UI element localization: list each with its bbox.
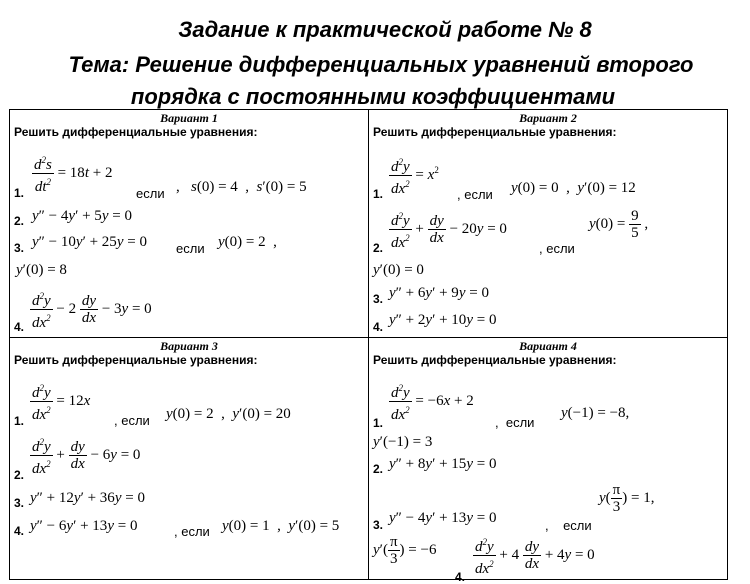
if-label: , если	[114, 413, 150, 428]
item-number: 4.	[373, 320, 384, 334]
initial-conditions: y(0) = $\frac{9}{5}$ ,	[589, 208, 649, 241]
equation: $\frac{d^2s}{dt^2}$ = 18t + 2	[32, 152, 112, 195]
equation: y″ − 6y′ + 13y = 0	[30, 518, 138, 534]
equation: $\frac{d^2y}{dx^2}$ + $\frac{dy}{dx}$ − 6y = 0	[30, 434, 140, 477]
item-number: 2.	[14, 214, 25, 228]
item-number: 2.	[373, 462, 384, 476]
assignment-title: Задание к практической работе № 8	[178, 17, 592, 42]
equation: y″ + 8y′ + 15y = 0	[389, 456, 497, 472]
initial-conditions: y(−1) = −8,	[561, 405, 630, 421]
instruction: Решить дифференциальные уравнения:	[14, 125, 258, 139]
if-label: , если	[457, 187, 493, 202]
item-number: 1.	[373, 416, 384, 430]
variant-title: Вариант 3	[160, 339, 218, 353]
equation: $\frac{d^2y}{dx^2}$ + 4 $\frac{dy}{dx}$ + 4y = 0	[473, 534, 595, 577]
equation: $\frac{d^2y}{dx^2}$ = $x^2$	[389, 154, 439, 197]
item-number: 4.	[455, 570, 466, 584]
equation: $\frac{d^2y}{dx^2}$ = −6x + 2	[389, 380, 474, 423]
item-number: 3.	[373, 518, 384, 532]
item-number: 3.	[373, 292, 384, 306]
item-number: 2.	[14, 468, 25, 482]
item-number: 4.	[14, 524, 25, 538]
equation: y″ + 12y′ + 36y = 0	[30, 490, 145, 506]
item-number: 1.	[14, 186, 25, 200]
equation: y″ + 2y′ + 10y = 0	[389, 312, 497, 328]
topic-line-2: порядка с постоянными коэффициентами	[130, 84, 616, 109]
if-label: , если	[545, 518, 592, 533]
initial-conditions: y′(0) = 0	[373, 262, 424, 278]
item-number: 3.	[14, 241, 25, 255]
initial-conditions: y′( $\frac{\pi}{3}$ ) = −6	[373, 534, 437, 567]
item-number: 3.	[14, 496, 25, 510]
initial-conditions: y(0) = 0 , y′(0) = 12	[511, 180, 636, 196]
instruction: Решить дифференциальные уравнения:	[373, 353, 617, 367]
variant-title: Вариант 2	[519, 111, 577, 125]
equation: y″ + 6y′ + 9y = 0	[389, 285, 489, 301]
equation: y″ − 4y′ + 5y = 0	[32, 208, 132, 224]
initial-conditions: y(0) = 2 , y′(0) = 20	[166, 406, 291, 422]
equation: $\frac{d^2y}{dx^2}$ + $\frac{dy}{dx}$ − 20y = 0	[389, 208, 507, 251]
variant-title: Вариант 1	[160, 111, 218, 125]
equation: $\frac{d^2y}{dx^2}$ = 12x	[30, 380, 90, 423]
equation: y″ − 10y′ + 25y = 0	[32, 234, 147, 250]
if-label: если	[176, 241, 205, 256]
variants-table	[9, 109, 728, 584]
initial-conditions: y′(0) = 8	[16, 262, 67, 278]
instruction: Решить дифференциальные уравнения:	[14, 353, 258, 367]
topic-line-1: Тема: Решение дифференциальных уравнений второго	[68, 52, 694, 77]
item-number: 4.	[14, 320, 25, 334]
item-number: 1.	[373, 187, 384, 201]
initial-conditions: , s(0) = 4 , s′(0) = 5	[176, 179, 307, 195]
initial-conditions: y′(−1) = 3	[373, 434, 433, 450]
if-label: , если	[495, 415, 535, 430]
initial-conditions: y(0) = 1 , y′(0) = 5	[222, 518, 340, 534]
if-label: , если	[539, 241, 575, 256]
initial-conditions: y(0) = 2 ,	[218, 234, 277, 250]
initial-conditions: y( $\frac{\pi}{3}$ ) = 1,	[599, 482, 655, 515]
variant-3-cell	[10, 338, 369, 580]
instruction: Решить дифференциальные уравнения:	[373, 125, 617, 139]
variant-2-cell	[369, 110, 728, 338]
variant-1-cell	[10, 110, 369, 338]
if-label: если	[136, 186, 165, 201]
equation: y″ − 4y′ + 13y = 0	[389, 510, 497, 526]
if-label: , если	[174, 524, 210, 539]
equation: $\frac{d^2y}{dx^2}$ − 2 $\frac{dy}{dx}$ − 3y = 0	[30, 288, 152, 331]
item-number: 1.	[14, 414, 25, 428]
variant-4-cell	[369, 338, 728, 584]
variant-title: Вариант 4	[519, 339, 577, 353]
item-number: 2.	[373, 241, 384, 255]
